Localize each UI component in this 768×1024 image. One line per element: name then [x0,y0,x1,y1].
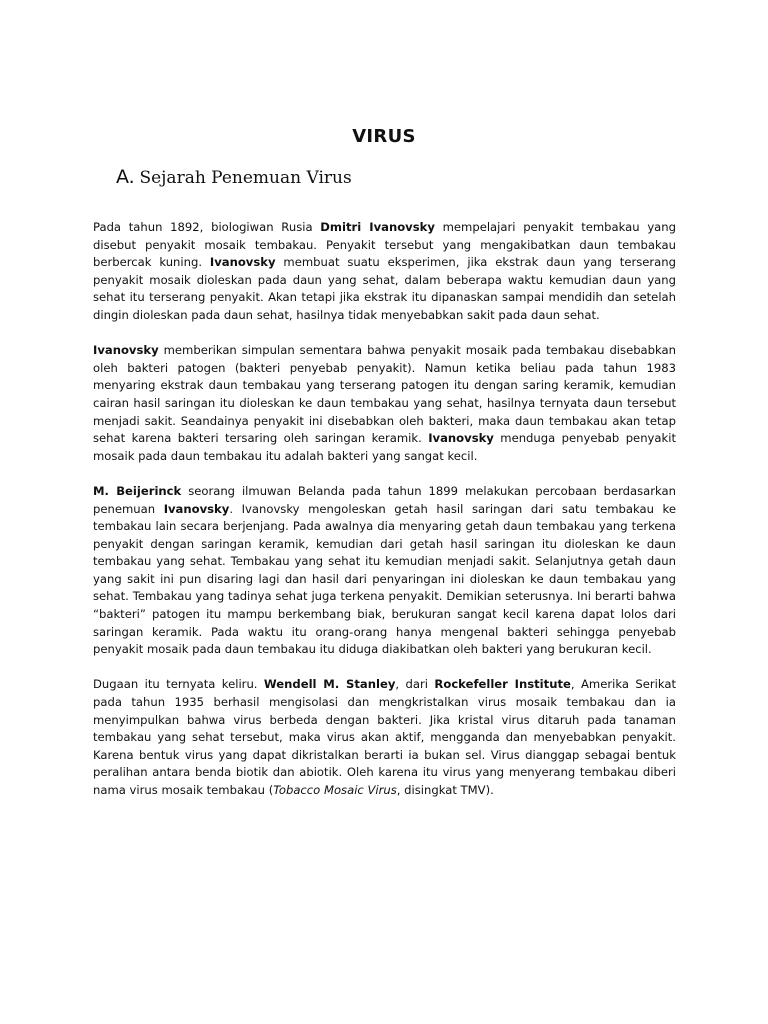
bold-run: Ivanovsky [209,255,276,270]
bold-run: Wendell M. Stanley [263,677,396,692]
section-title: Sejarah Penemuan Virus [139,168,352,188]
bold-run: M. Beijerinck [93,483,182,498]
body-text [93,219,676,817]
text-run: seorang ilmuwan Belanda pada tahun 1899 melakukan percobaan berdasarkan penemuan [93,483,676,516]
text-run: Dugaan itu ternyata keliru. [93,677,264,692]
document-title: VIRUS [352,126,416,147]
section-heading [116,166,352,189]
bold-run: Ivanovsky [163,501,230,516]
paragraph-1 [93,219,676,325]
paragraph-2 [93,342,676,465]
text-run: memberikan simpulan sementara bahwa penyakit mosaik pada tembakau disebabkan oleh bakteri patogen (bakteri penyebab penyakit). Namun ketika beliau pada tahun 1983 menyaring ekstrak daun tembakau yang terserang patogen itu dengan saring keramik, kemudian cairan hasil saringan itu dioleskan ke daun tembakau yang sehat, hasilnya ternyata daun tersebut menjadi sakit. Seandainya penyakit ini disebabkan oleh bakteri, maka daun tembakau akan tetap sehat karena bakteri tersaring oleh saringan keramik. [93,343,676,446]
bold-run: Dmitri Ivanovsky [320,220,435,234]
bold-run: Ivanovsky [93,343,159,358]
text-run: , disingkat TMV). [396,783,494,797]
paragraph-4 [93,676,676,799]
text-run: , dari [395,677,435,692]
text-run: membuat suatu eksperimen, jika ekstrak daun yang terserang penyakit mosaik dioleskan pada daun yang sehat, dalam beberapa waktu kemudian daun yang sehat itu terserang penyakit. Akan tetapi jika ekstrak itu dipanaskan sampai mendidih dan setelah dingin dioleskan pada daun sehat, hasilnya tidak menyebabkan sakit pada daun sehat. [93,255,676,322]
text-run: mempelajari penyakit tembakau yang disebut penyakit mosaik tembakau. Penyakit tersebut yang mengakibatkan daun tembakau berbercak kuning. [93,220,676,270]
text-run: , Amerika Serikat pada tahun 1935 berhasil mengisolasi dan mengkristalkan virus mosaik tembakau dan ia menyimpulkan bahwa virus berbeda dengan bakteri. Jika kristal virus ditaruh pada tanaman tembakau yang sehat tersebut, maka virus akan aktif, mengganda dan menyebabkan penyakit. Karena bentuk virus yang dapat dikristalkan berarti ia bukan sel. Virus dianggap sebagai bentuk peralihan antara benda biotik dan abiotik. Oleh karena itu virus yang menyerang tembakau diberi nama virus mosaik tembakau ( [93,677,677,797]
bold-run: Ivanovsky [428,431,494,446]
paragraph-3 [93,483,676,659]
bold-run: Rockefeller Institute [434,677,571,692]
text-run: Pada tahun 1892, biologiwan Rusia [93,220,321,234]
italic-run: Tobacco Mosaic Virus [273,783,397,797]
section-label: A. [116,166,135,188]
text-run: menduga penyebab penyakit mosaik pada daun tembakau itu adalah bakteri yang sangat kecil. [93,431,676,463]
text-run: . Ivanovsky mengoleskan getah hasil saringan dari satu tembakau ke tembakau lain secara berjenjang. Pada awalnya dia menyaring getah daun tembakau yang terkena penyakit dengan saringan keramik, kemudian dari getah hasil saringan itu dioleskan ke daun tembakau yang sehat. Tembakau yang sehat itu kemudian menjadi sakit. Selanjutnya getah daun yang sakit ini pun disaring lagi dan hasil dari penyaringan ini dioleskan ke daun tembakau yang sehat. Tembakau yang tadinya sehat juga terkena penyakit. Demikian seterusnya. Ini berarti bahwa “bakteri” patogen itu mampu berkembang biak, berukuran sangat kecil karena dapat lolos dari saringan keramik. Pada waktu itu orang-orang hanya mengenal bakteri sehingga penyebab penyakit mosaik pada daun tembakau itu diduga diakibatkan oleh bakteri yang berukuran kecil. [93,501,676,657]
